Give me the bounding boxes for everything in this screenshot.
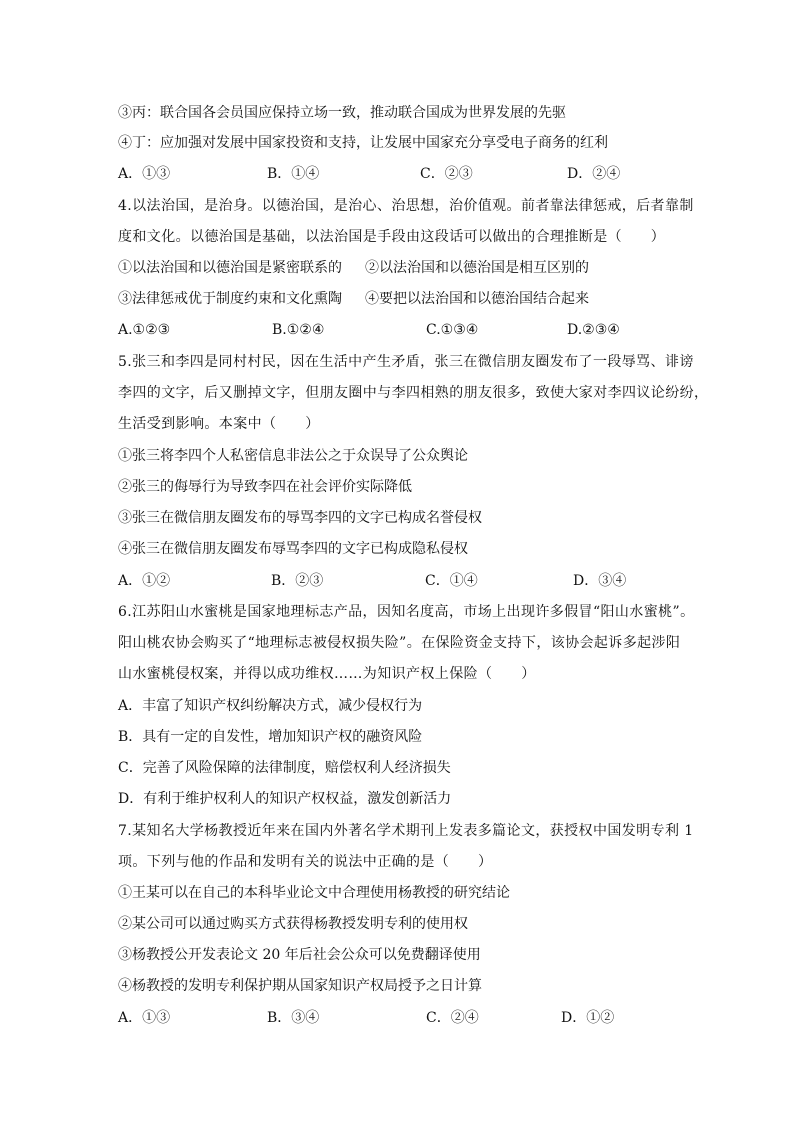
- q7-stem-line-1: 7.某知名大学杨教授近年来在国内外著名学术期刊上发表多篇论文，获授权中国发明专利 1: [118, 823, 694, 839]
- q5-stem-line-2: 李四的文字，后又删掉文字，但朋友圈中与李四相熟的朋友很多，致使大家对李四议论纷纷，: [118, 385, 709, 401]
- q7-item-1: ①王某可以在自己的本科毕业论文中合理使用杨教授的研究结论: [118, 885, 510, 901]
- q3-option-d: D．②④: [567, 166, 621, 182]
- q7-option-d: D．①②: [561, 1010, 615, 1026]
- q5-item-3: ③张三在微信朋友圈发布的辱骂李四的文字已构成名誉侵权: [118, 510, 482, 526]
- q4-item-3: ③法律惩戒优于制度约束和文化熏陶: [118, 291, 342, 307]
- q6-stem-line-3: 山水蜜桃侵权案，并得以成功维权……为知识产权上保险（ ）: [118, 666, 536, 682]
- q3-option-b: B．①④: [267, 166, 320, 182]
- q3-option-c: C．②③: [420, 166, 473, 182]
- q4-option-d: D.②③④: [567, 322, 620, 338]
- q5-item-1: ①张三将李四个人私密信息非法公之于众误导了公众舆论: [118, 448, 468, 464]
- q6-stem-line-2: 阳山桃农协会购买了“地理标志被侵权损失险”。在保险资金支持下，该协会起诉多起涉阳: [118, 635, 681, 651]
- q7-option-c: C．②④: [426, 1010, 479, 1026]
- q7-item-4: ④杨教授的发明专利保护期从国家知识产权局授予之日计算: [118, 978, 482, 994]
- q4-item-1: ①以法治国和以德治国是紧密联系的: [118, 260, 342, 276]
- q5-option-c: C．①④: [425, 573, 478, 589]
- q5-option-a: A．①②: [118, 573, 171, 589]
- q6-option-b: B．具有一定的自发性，增加知识产权的融资风险: [118, 729, 423, 745]
- q5-item-2: ②张三的侮辱行为导致李四在社会评价实际降低: [118, 479, 412, 495]
- q5-stem-line-3: 生活受到影响。本案中（ ）: [118, 416, 320, 432]
- q5-option-d: D．③④: [573, 573, 627, 589]
- q4-item-2: ②以法治国和以德治国是相互区别的: [365, 260, 589, 276]
- q4-stem-line-1: 4.以法治国，是治身。以德治国，是治心、治思想，治价值观。前者靠法律惩戒，后者靠制: [118, 198, 694, 214]
- q4-stem-line-2: 度和文化。以德治国是基础，以法治国是手段由这段话可以做出的合理推断是（ ）: [118, 229, 666, 245]
- q7-item-2: ②某公司可以通过购买方式获得杨教授发明专利的使用权: [118, 916, 468, 932]
- q3-item-3: ③丙：联合国各会员国应保持立场一致，推动联合国成为世界发展的先驱: [118, 105, 566, 121]
- q3-item-4: ④丁：应加强对发展中国家投资和支持，让发展中国家充分享受电子商务的红利: [118, 135, 608, 151]
- q6-stem-line-1: 6.江苏阳山水蜜桃是国家地理标志产品，因知名度高，市场上出现许多假冒“阳山水蜜桃”。: [118, 604, 695, 620]
- q5-stem-line-1: 5.张三和李四是同村村民，因在生活中产生矛盾，张三在微信朋友圈发布了一段辱骂、诽谤: [118, 354, 694, 370]
- q7-item-3: ③杨教授公开发表论文 20 年后社会公众可以免费翻译使用: [118, 947, 481, 963]
- q7-option-a: A．①③: [118, 1010, 171, 1026]
- q6-option-a: A．丰富了知识产权纠纷解决方式，减少侵权行为: [118, 698, 423, 714]
- q7-stem-line-2: 项。下列与他的作品和发明有关的说法中正确的是（ ）: [118, 854, 493, 870]
- q4-option-b: B.①②④: [272, 322, 325, 338]
- q6-option-d: D．有利于维护权利人的知识产权权益，激发创新活力: [118, 791, 452, 807]
- q5-item-4: ④张三在微信朋友圈发布辱骂李四的文字已构成隐私侵权: [118, 541, 468, 557]
- q4-option-c: C.①③④: [426, 322, 479, 338]
- q3-option-a: A．①③: [118, 166, 171, 182]
- q6-option-c: C．完善了风险保障的法律制度，赔偿权利人经济损失: [118, 760, 451, 776]
- q4-item-4: ④要把以法治国和以德治国结合起来: [365, 291, 589, 307]
- q5-option-b: B．②③: [271, 573, 324, 589]
- q7-option-b: B．③④: [267, 1010, 320, 1026]
- q4-option-a: A.①②③: [118, 322, 171, 338]
